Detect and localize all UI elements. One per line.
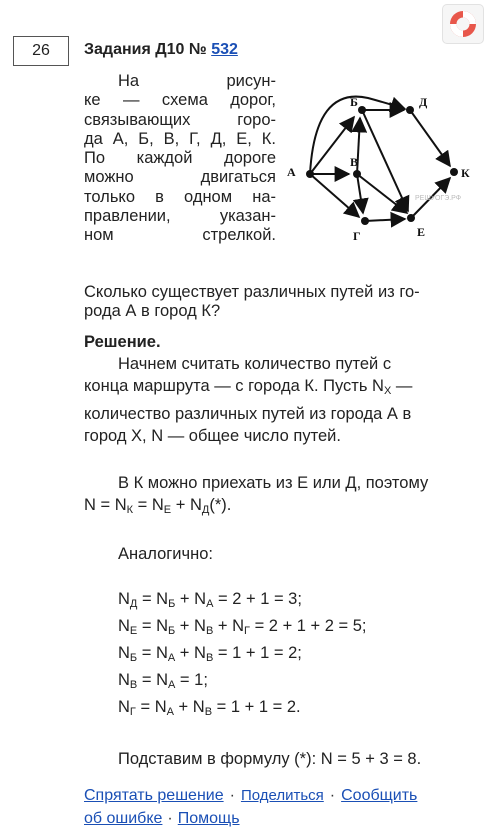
edge-a-b — [310, 117, 354, 174]
problem-line: да А, Б, В, Г, Д, Е, К. — [84, 129, 276, 148]
report-link-cont[interactable]: об ошибке — [84, 810, 163, 827]
solution-line: Начнем считать количество путей с — [118, 355, 392, 373]
separator: · — [167, 810, 173, 827]
label-b: Б — [350, 95, 358, 109]
task-number: 26 — [13, 36, 69, 66]
edge-a-g — [310, 174, 359, 217]
label-v: В — [350, 155, 359, 169]
edge-g-e — [365, 219, 405, 221]
problem-line: связывающих горо- — [84, 110, 276, 129]
label-e: Е — [417, 225, 426, 239]
solution-line: город X, N — общее число путей. — [84, 427, 341, 445]
label-k: К — [461, 166, 470, 180]
node-k — [450, 168, 458, 176]
footer-links-wrap — [84, 810, 240, 828]
report-link[interactable]: Сообщить — [341, 787, 418, 804]
equation-line: $N_Б = N_А + N_В = 1 + 1 = 2$; — [118, 644, 302, 664]
task-title-prefix: Задания Д10 № — [84, 41, 207, 58]
node-b — [358, 106, 366, 114]
problem-line: правлении, указан- — [84, 207, 276, 226]
analog-label: Аналогично: — [118, 545, 213, 563]
node-v — [353, 170, 361, 178]
problem-line: ном стрелкой. — [84, 226, 276, 245]
problem-text — [84, 72, 276, 246]
solution-line: количество различных путей из города А в — [84, 405, 412, 423]
solution-line: конца маршрута — с города К. Пусть $N_X$ — — [84, 377, 413, 397]
label-g: Г — [353, 229, 361, 243]
problem-line: рода А в город К? — [84, 302, 221, 320]
watermark: РЕШУОГЭ.РФ — [415, 195, 462, 202]
solution-line: В К можно приехать из Е или Д, поэтому — [118, 474, 429, 492]
separator: · — [329, 787, 336, 804]
label-d: Д — [419, 95, 428, 109]
graph-nodes — [306, 106, 458, 225]
lifebuoy-button[interactable] — [442, 4, 484, 44]
problem-line: На рисун- — [118, 72, 276, 90]
label-a: А — [287, 165, 296, 179]
problem-line: ке — схема дорог, — [84, 91, 276, 110]
problem-line: можно двигаться — [84, 168, 276, 187]
equation-line: $N_Г = N_А + N_В = 1 + 1 = 2$. — [118, 698, 301, 718]
node-e — [407, 214, 415, 222]
equation-line: $N_Е = N_Б + N_В + N_Г = 2 + 1 + 2 = 5$; — [118, 617, 367, 637]
lifebuoy-icon — [443, 5, 483, 43]
task-title — [84, 41, 238, 59]
node-g — [361, 217, 369, 225]
node-d — [406, 106, 414, 114]
edge-d-k — [410, 110, 450, 166]
node-a — [306, 170, 314, 178]
help-link[interactable]: Помощь — [177, 810, 240, 827]
road-graph — [285, 76, 485, 254]
task-id-link[interactable]: 532 — [211, 41, 238, 58]
hide-solution-link[interactable]: Спрятать решение — [84, 787, 224, 804]
footer-links — [84, 787, 417, 805]
share-link[interactable]: Поделиться — [240, 787, 324, 804]
graph-edges — [310, 97, 450, 221]
separator: · — [229, 787, 235, 804]
edge-v-g — [357, 174, 363, 213]
equation-line: $N_Д = N_Б + N_А = 2 + 1 = 3$; — [118, 590, 302, 610]
problem-line: Сколько существует различных путей из го- — [84, 283, 420, 301]
formula-main: $N = N_К = N_Е + N_Д(*)$. — [84, 496, 232, 516]
equation-line: $N_В = N_А = 1$; — [118, 671, 208, 691]
problem-line: По каждой дороге — [84, 149, 276, 168]
solution-heading: Решение. — [84, 333, 161, 351]
problem-line: только в одном на- — [84, 187, 276, 206]
final-line: Подставим в формулу (*): N = 5 + 3 = 8. — [118, 750, 422, 768]
